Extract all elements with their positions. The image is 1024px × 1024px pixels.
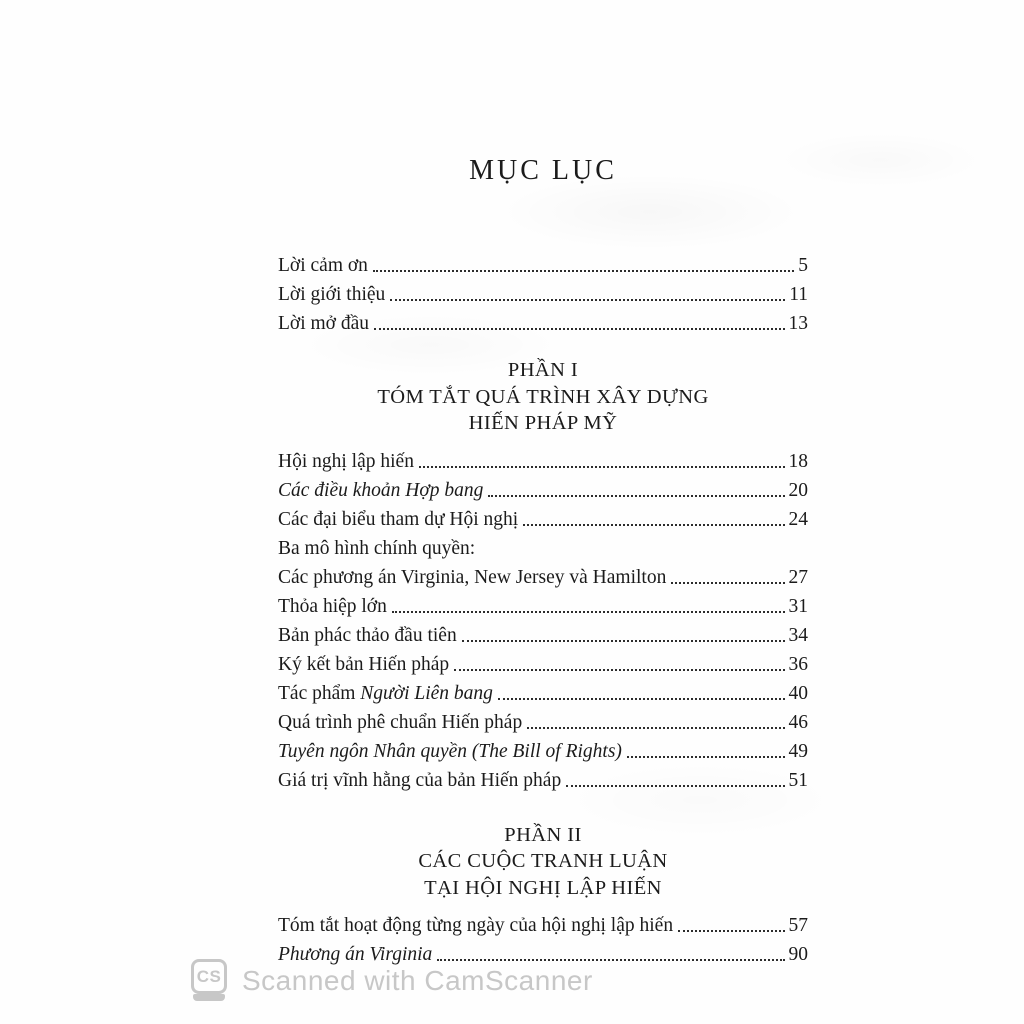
page-number: 57 bbox=[788, 915, 808, 936]
section-heading bbox=[278, 357, 808, 437]
page-number: 5 bbox=[798, 255, 808, 276]
toc-entry bbox=[278, 444, 808, 473]
toc-entry bbox=[278, 908, 808, 937]
toc-section bbox=[278, 822, 808, 967]
toc-label-italic-part: Người Liên bang bbox=[360, 682, 493, 704]
section-heading-line: PHẦN II bbox=[504, 823, 582, 846]
toc-label-italic-part: Các điều khoản Hợp bang bbox=[278, 479, 484, 501]
page-number: 27 bbox=[788, 566, 808, 588]
toc-entry bbox=[278, 589, 808, 618]
toc-label-text-part: Thỏa hiệp lớn bbox=[278, 595, 387, 617]
toc-entry-label bbox=[278, 313, 369, 335]
page-number: 40 bbox=[788, 682, 808, 704]
page-number: 36 bbox=[788, 653, 808, 675]
toc-entry-label bbox=[278, 915, 673, 937]
section-heading-line: PHẦN I bbox=[507, 359, 579, 381]
dot-leader bbox=[627, 756, 785, 758]
camscanner-watermark bbox=[191, 959, 593, 1002]
toc-label-italic-part: Phương án Virginia bbox=[278, 944, 433, 965]
toc-entry-label bbox=[278, 654, 449, 676]
toc-label-text-part: Ký kết bản Hiến pháp bbox=[278, 653, 450, 675]
toc-entry bbox=[278, 618, 808, 647]
page-number: 46 bbox=[788, 711, 808, 733]
toc-entry-label bbox=[278, 741, 622, 763]
page-number: 11 bbox=[789, 284, 808, 305]
toc-entry-label bbox=[278, 509, 518, 531]
toc-entry bbox=[278, 502, 808, 531]
dot-leader bbox=[488, 495, 784, 497]
page-number: 31 bbox=[788, 595, 808, 617]
toc-label-text-part: Tóm tắt hoạt động từng ngày của hội nghị lập hiến bbox=[278, 915, 674, 936]
toc-entry-label bbox=[278, 451, 414, 473]
table-of-contents bbox=[278, 248, 808, 966]
toc-label-italic-part: Tuyên ngôn Nhân quyền (The Bill of Rights) bbox=[278, 740, 622, 762]
section-heading-line: TẠI HỘI NGHỊ LẬP HIẾN bbox=[424, 876, 662, 899]
dot-leader bbox=[374, 328, 784, 330]
toc-label-text-part: Lời mở đầu bbox=[278, 313, 370, 334]
dot-leader bbox=[523, 524, 784, 526]
dot-leader bbox=[527, 727, 784, 729]
dot-leader bbox=[498, 698, 785, 700]
page-number: 90 bbox=[788, 944, 808, 965]
section-heading-line: TÓM TẮT QUÁ TRÌNH XÂY DỰNG bbox=[377, 385, 709, 408]
toc-entry bbox=[278, 734, 808, 763]
toc-entry bbox=[278, 473, 808, 502]
section-entry-list bbox=[278, 908, 808, 966]
toc-entry bbox=[278, 560, 808, 589]
camscanner-logo-icon bbox=[191, 959, 227, 994]
toc-entry-label bbox=[278, 683, 493, 705]
page-number: 49 bbox=[788, 740, 808, 762]
toc-label-text-part: Giá trị vĩnh hằng của bản Hiến pháp bbox=[278, 769, 562, 791]
toc-entry-label bbox=[278, 770, 561, 792]
section-heading-line: CÁC CUỘC TRANH LUẬN bbox=[418, 850, 668, 872]
toc-entry bbox=[278, 531, 808, 560]
toc-entry-label bbox=[278, 284, 385, 306]
toc-entry bbox=[278, 647, 808, 676]
toc-label-text-part: Quá trình phê chuẩn Hiến pháp bbox=[278, 711, 523, 733]
toc-label-text-part: Lời cảm ơn bbox=[278, 255, 368, 276]
toc-label-text-part: Ba mô hình chính quyền: bbox=[278, 537, 476, 559]
toc-entry-label bbox=[278, 255, 368, 277]
toc-entry bbox=[278, 705, 808, 734]
section-heading bbox=[278, 822, 808, 902]
page-number: 51 bbox=[788, 769, 808, 791]
toc-entry-label bbox=[278, 567, 666, 589]
toc-label-text-part: Lời giới thiệu bbox=[278, 284, 386, 305]
page-number: 18 bbox=[788, 450, 808, 472]
toc-entry-label bbox=[278, 712, 522, 734]
sections-container bbox=[278, 357, 808, 966]
toc-entry-label bbox=[278, 480, 483, 502]
camscanner-logo-letters: CS bbox=[196, 966, 222, 986]
watermark-text: Scanned with CamScanner bbox=[242, 964, 593, 996]
dot-leader bbox=[419, 466, 785, 468]
front-matter-list bbox=[278, 248, 808, 335]
page-title: MỤC LỤC bbox=[469, 155, 617, 186]
toc-entry bbox=[278, 676, 808, 705]
dot-leader bbox=[392, 611, 785, 613]
dot-leader bbox=[671, 582, 784, 584]
dot-leader bbox=[390, 299, 785, 301]
dot-leader bbox=[678, 930, 784, 932]
page-number: 24 bbox=[788, 508, 808, 530]
section-heading-line: HIẾN PHÁP MỸ bbox=[468, 412, 618, 434]
toc-entry-label bbox=[278, 538, 475, 560]
toc-label-text-part: Bản phác thảo đầu tiên bbox=[278, 624, 457, 646]
dot-leader bbox=[373, 270, 794, 272]
toc-entry bbox=[278, 248, 808, 277]
toc-label-text-part: Các đại biểu tham dự Hội nghị bbox=[278, 508, 519, 530]
toc-entry bbox=[278, 763, 808, 792]
dot-leader bbox=[454, 669, 784, 671]
section-entry-list bbox=[278, 444, 808, 792]
toc-section bbox=[278, 357, 808, 792]
page-number: 20 bbox=[788, 479, 808, 501]
toc-entry-label bbox=[278, 596, 387, 618]
toc-entry bbox=[278, 306, 808, 335]
toc-entry-label bbox=[278, 625, 457, 647]
dot-leader bbox=[462, 640, 785, 642]
page-number: 13 bbox=[788, 313, 808, 334]
toc-label-text-part: Hội nghị lập hiến bbox=[278, 450, 414, 472]
dot-leader bbox=[566, 785, 784, 787]
toc-entry bbox=[278, 277, 808, 306]
toc-label-text-part: Tác phẩm bbox=[278, 682, 361, 704]
page-number: 34 bbox=[788, 624, 808, 646]
toc-label-text-part: Các phương án Virginia, New Jersey và Hamilton bbox=[278, 566, 667, 588]
